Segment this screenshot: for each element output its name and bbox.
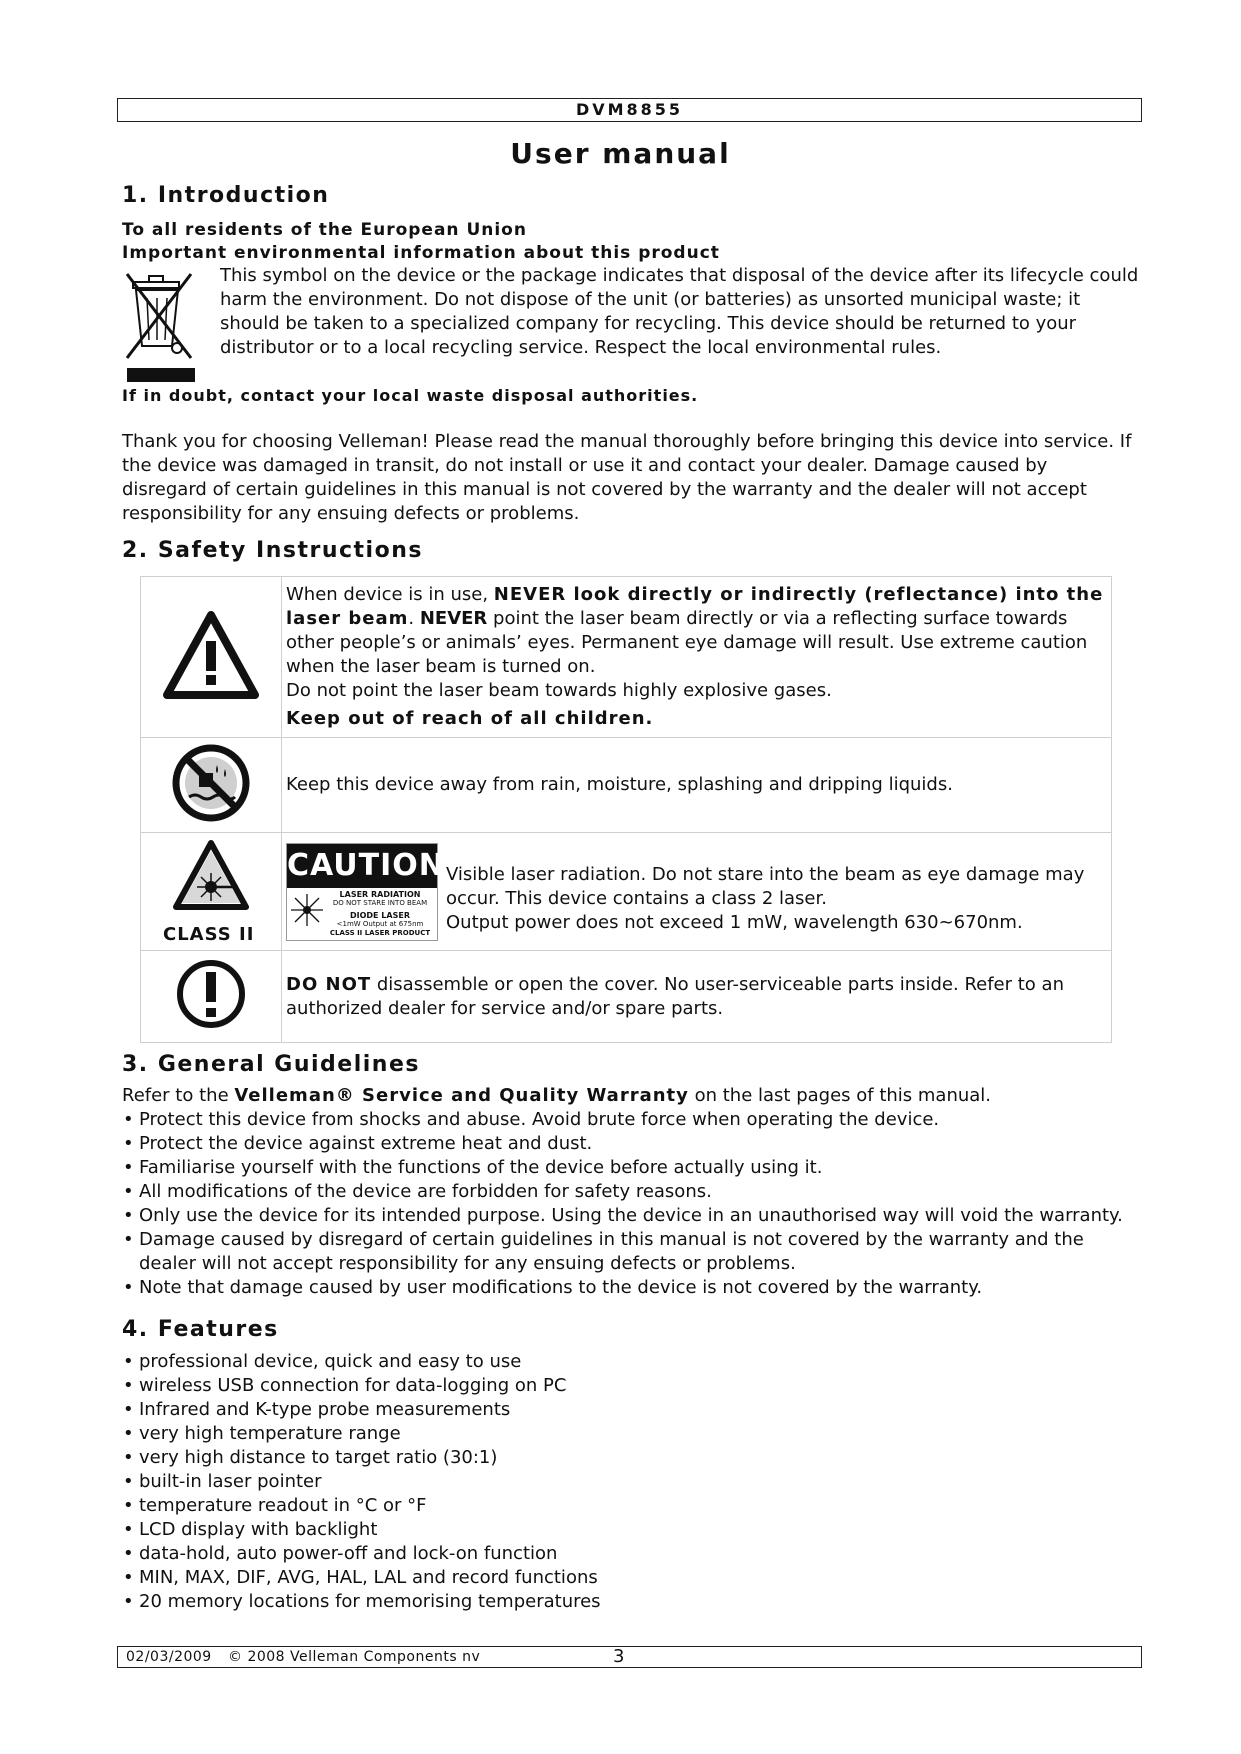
safety-row4-text: DO NOT disassemble or open the cover. No user-serviceable parts inside. Refer to an authorized dealer for service and/or spare parts. (286, 973, 1064, 1019)
thanks-text: Thank you for choosing Velleman! Please read the manual thoroughly before bringing this device into service. If the device was damaged in transit, do not install or use it and contact your dealer. Damage caused by disregard of certain guidelines in this manual is not covered by the warranty and the dealer will not accept responsibility for any ensuing defects or problems. (122, 431, 1132, 524)
caution-title: CAUTION (287, 844, 437, 888)
safety-table (140, 576, 1112, 1043)
features-heading: 4. Features (122, 1317, 279, 1342)
env-heading: Important environmental information about this product (122, 243, 720, 263)
intro-heading: 1. Introduction (122, 183, 330, 208)
footer-copyright: © 2008 Velleman Components nv (228, 1649, 481, 1665)
list-item: • built-in laser pointer (122, 1470, 1132, 1494)
guidelines-heading: 3. General Guidelines (122, 1052, 420, 1077)
list-item: • Damage caused by disregard of certain guidelines in this manual is not covered by the warranty and the dealer will not accept responsibility for any ensuing defects or problems. (122, 1228, 1132, 1276)
caution-output: <1mW Output at 675nm (336, 919, 424, 928)
features-list (122, 1350, 1132, 1614)
list-item: • 20 memory locations for memorising temperatures (122, 1590, 1132, 1614)
weee-text: This symbol on the device or the package indicates that disposal of the device after its lifecycle could harm the environment. Do not dispose of the unit (or batteries) as unsorted municipal waste; it should be taken to a specialized company for recycling. This device should be returned to your distributor or to a local recycling service. Respect the local environmental rules. (220, 265, 1139, 358)
list-item: • MIN, MAX, DIF, AVG, HAL, LAL and record functions (122, 1566, 1132, 1590)
caution-class: CLASS II LASER PRODUCT (329, 928, 431, 937)
safety-row1-gases: Do not point the laser beam towards highly explosive gases. (286, 680, 832, 701)
class-ii-label: CLASS II (163, 924, 255, 945)
laser-starburst-icon (289, 892, 325, 935)
list-item: • Protect this device from shocks and abuse. Avoid brute force when operating the device. (122, 1108, 1132, 1132)
list-item: • professional device, quick and easy to use (122, 1350, 1132, 1374)
footer-date: 02/03/2009 (126, 1649, 212, 1665)
footer (117, 1646, 1142, 1668)
laser-triangle-icon (172, 895, 250, 916)
list-item: • Only use the device for its intended purpose. Using the device in an unauthorised way will void the warranty. (122, 1204, 1132, 1228)
warning-triangle-icon (163, 683, 259, 704)
list-item: • temperature readout in °C or °F (122, 1494, 1132, 1518)
safety-row3-text1: Visible laser radiation. Do not stare into the beam as eye damage may occur. This device contains a class 2 laser. (446, 863, 1085, 909)
page-number: 3 (613, 1646, 625, 1667)
safety-row2-text: Keep this device away from rain, moisture, splashing and dripping liquids. (286, 774, 953, 795)
header-model: DVM8855 (117, 98, 1142, 122)
caution-laser-radiation: LASER RADIATION (339, 889, 421, 899)
list-item: • Infrared and K-type probe measurements (122, 1398, 1132, 1422)
list-item: • Protect the device against extreme heat and dust. (122, 1132, 1132, 1156)
caution-label (286, 843, 445, 941)
guidelines-list (122, 1108, 1132, 1300)
list-item: • wireless USB connection for data-logging on PC (122, 1374, 1132, 1398)
caution-do-not-stare: DO NOT STARE INTO BEAM (332, 898, 428, 907)
list-item: • Familiarise yourself with the functions of the device before actually using it. (122, 1156, 1132, 1180)
guidelines-intro: Refer to the Velleman® Service and Quality Warranty on the last pages of this manual. (122, 1085, 992, 1106)
caution-diode-laser: DIODE LASER (350, 910, 410, 920)
page-title: User manual (510, 137, 731, 170)
safety-row1-children: Keep out of reach of all children. (286, 708, 654, 729)
safety-row1-text: When device is in use, NEVER look directly or indirectly (reflectance) into the laser beam. NEVER point the laser beam directly or via a reflecting surface towards other people’s or animals’ eyes. Permanent eye damage will result. Use extreme caution when the laser beam is turned on. (286, 584, 1104, 677)
list-item: • data-hold, auto power-off and lock-on function (122, 1542, 1132, 1566)
weee-bin-icon (125, 268, 197, 390)
doubt-text: If in doubt, contact your local waste disposal authorities. (122, 386, 699, 405)
safety-heading: 2. Safety Instructions (122, 538, 423, 563)
list-item: • LCD display with backlight (122, 1518, 1132, 1542)
safety-row3-text2: Output power does not exceed 1 mW, wavelength 630~670nm. (446, 911, 1023, 933)
eu-heading: To all residents of the European Union (122, 220, 527, 240)
list-item: • All modifications of the device are forbidden for safety reasons. (122, 1180, 1132, 1204)
no-water-icon (171, 807, 251, 828)
exclamation-circle-icon (175, 1014, 247, 1035)
list-item: • very high distance to target ratio (30:1) (122, 1446, 1132, 1470)
list-item: • very high temperature range (122, 1422, 1132, 1446)
list-item: • Note that damage caused by user modifications to the device is not covered by the warranty. (122, 1276, 1132, 1300)
